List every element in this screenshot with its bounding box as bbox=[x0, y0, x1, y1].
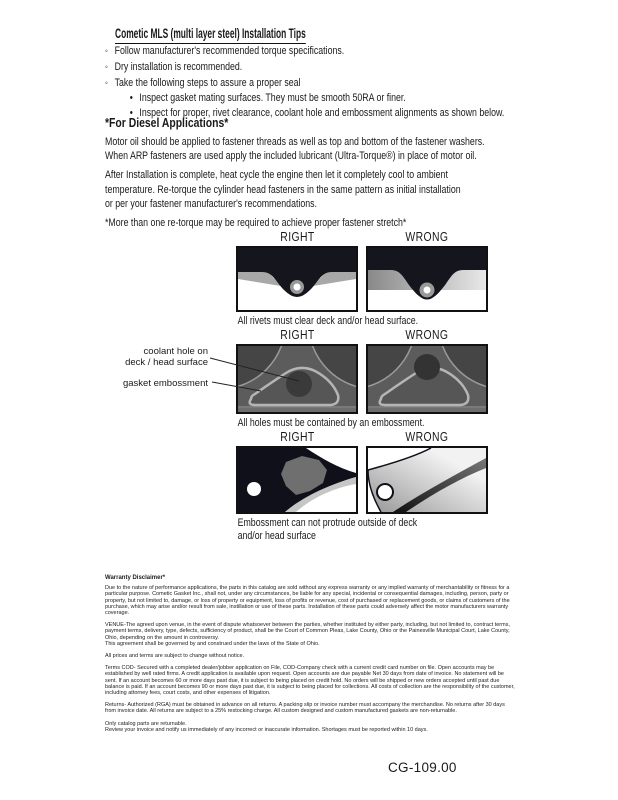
open-bullet-icon bbox=[105, 44, 115, 60]
list-item bbox=[105, 76, 521, 92]
review-invoice-text: Review your invoice and notify us immediately of any incorrect or inaccurate information. Shortages must be reported within 10 days. bbox=[105, 726, 428, 733]
embossment-inside-deck-illustration bbox=[238, 448, 356, 512]
embossment-outside-deck-illustration bbox=[368, 448, 486, 512]
terms-paragraph: Terms COD- Secured with a completed dealer/jobber application on File, COD-Company check with a current credit card number on file. Open accounts may be established by well rated firms. A credit application is available upon request. Open accounts are due payable Net 30 days from date of invoice. No statement will be sent. If an account becomes 60 or more days past due, it is subject to being placed on credit hold. No orders will be shipped or new orders accepted until past due balance is paid. If an account becomes 90 or more days past due, it is subject to being placed for collections. All costs of collection are the responsibility of the customer, including attorney fees, court costs, and other expenses of litigation. bbox=[105, 665, 515, 697]
paragraph-line: temperature. Re-torque the cylinder head fasteners in the same pattern as initial installation bbox=[105, 183, 461, 196]
annotation-line: deck / head surface bbox=[125, 356, 208, 368]
list-item bbox=[105, 44, 521, 60]
right-label: RIGHT bbox=[279, 327, 315, 342]
list-item bbox=[105, 60, 521, 76]
tip-text: Follow manufacturer's recommended torque specifications. bbox=[114, 45, 345, 57]
rivet-interfere-illustration bbox=[368, 248, 486, 310]
warranty-liability-paragraph: Due to the nature of performance applications, the parts in this catalog are sold without any express warranty or any implied warranty of merchantability or fitness for a particular purpose. Cometic Gasket Inc., shall not, under any circumstances, be liable for any special, incidental or consequential damages, including, person, party or property, but not limited to, damage, or loss of property or equipment, loss of profits or revenue, cost of purchased or replacement goods, or claims of customers of the purchase, which may arise and/or result from sale, instillation or use of these parts. Installation of these parts could adversely affect the motor manufacturers warranty coverage. bbox=[105, 585, 510, 617]
protrusion-wrong-diagram bbox=[366, 446, 488, 514]
paragraph-line: When ARP fasteners are used apply the included lubricant (Ultra-Torque®) in place of motor oil. bbox=[105, 150, 477, 163]
paragraph-line: Motor oil should be applied to fastener threads as well as top and bottom of the fastener washers. bbox=[105, 136, 485, 148]
retorque-note: *More than one re-torque may be required to achieve proper fastener stretch* bbox=[105, 217, 407, 230]
right-label: RIGHT bbox=[279, 229, 315, 244]
tip-text: Inspect for proper, rivet clearance, coolant hole and embossment alignments as shown below. bbox=[139, 107, 505, 120]
caption-line: and/or head surface bbox=[237, 529, 316, 542]
governing-law-text: This agreement shall be governed by and construed under the laws of the State of Ohio. bbox=[105, 640, 320, 647]
diesel-paragraph-1 bbox=[105, 135, 529, 163]
prices-notice: All prices and terms are subject to change without notice. bbox=[105, 653, 245, 660]
tip-text: Dry installation is recommended. bbox=[114, 60, 243, 73]
page-number: CG-109.00 bbox=[388, 760, 457, 775]
venue-text: VENUE-The agreed upon venue, in the event of dispute whatsoever between the parties, whether instituted by either party, including, but not limited to, contract terms, payment terms, delivery, type, defects, sufficiency of product, shall be the Court of Common Pleas, Lake County, Ohio or the Painesville Municipal Court, Lake County, Ohio, depending on the amount in controversy. bbox=[105, 622, 510, 641]
warranty-heading: Warranty Disclaimer* bbox=[105, 575, 166, 581]
warranty-disclaimer-section bbox=[105, 575, 515, 739]
coolant-hole-annotation bbox=[100, 347, 208, 368]
diesel-paragraph-2 bbox=[105, 168, 529, 211]
paragraph-line: After Installation is complete, heat cycle the engine then let it completely cool to ambient bbox=[105, 169, 448, 182]
diesel-section bbox=[105, 115, 529, 230]
gasket-embossment-annotation: gasket embossment bbox=[122, 378, 208, 389]
rivet-clear-illustration bbox=[238, 248, 356, 310]
hole-outside-embossment-illustration bbox=[368, 346, 486, 412]
diagram-caption: All holes must be contained by an embossment. bbox=[237, 417, 425, 429]
diagram-caption bbox=[236, 517, 438, 542]
caption-line: Embossment can not protrude outside of deck bbox=[237, 517, 418, 529]
open-bullet-icon bbox=[105, 60, 115, 76]
open-bullet-icon bbox=[105, 76, 115, 92]
returns-paragraph: Returns- Authorized (RGA) must be obtained in advance on all returns. A packing slip or invoice number must accompany the merchandise. No returns after 30 days from invoice date. All returns are subject to a 25% restocking charge. All custom designed and custom manufactured gaskets are non-returnable. bbox=[105, 702, 505, 715]
wrong-label: WRONG bbox=[405, 429, 449, 444]
annotation-line: coolant hole on bbox=[143, 346, 208, 357]
page-title: Cometic MLS (multi layer steel) Installation Tips bbox=[115, 25, 306, 44]
catalog-text: Only catalog parts are returnable. bbox=[105, 720, 187, 727]
diagram-labels bbox=[236, 429, 488, 444]
diagram-annotations bbox=[100, 347, 208, 390]
list-item bbox=[105, 91, 521, 106]
embossment-wrong-diagram bbox=[366, 344, 488, 414]
rivet-right-diagram bbox=[236, 246, 358, 312]
diesel-heading: *For Diesel Applications* bbox=[105, 115, 229, 130]
diagram-set-rivets bbox=[236, 229, 488, 328]
paragraph-line: or per your fastener manufacturer's recommendations. bbox=[105, 197, 317, 210]
protrusion-right-diagram bbox=[236, 446, 358, 514]
installation-tips-list bbox=[105, 44, 521, 121]
tip-text: Inspect gasket mating surfaces. They must be smooth 50RA or finer. bbox=[139, 92, 406, 105]
bullet-icon bbox=[130, 91, 140, 106]
diagram-labels bbox=[236, 327, 488, 342]
wrong-label: WRONG bbox=[405, 229, 449, 244]
diagram-set-protrusion bbox=[236, 429, 488, 542]
rivet-wrong-diagram bbox=[366, 246, 488, 312]
annotation-leader-lines bbox=[209, 352, 303, 394]
diagram-labels bbox=[236, 229, 488, 244]
wrong-label: WRONG bbox=[405, 327, 449, 342]
right-label: RIGHT bbox=[279, 429, 315, 444]
diagram-caption: All rivets must clear deck and/or head surface. bbox=[237, 315, 419, 327]
tip-text: Take the following steps to assure a proper seal bbox=[114, 76, 301, 89]
